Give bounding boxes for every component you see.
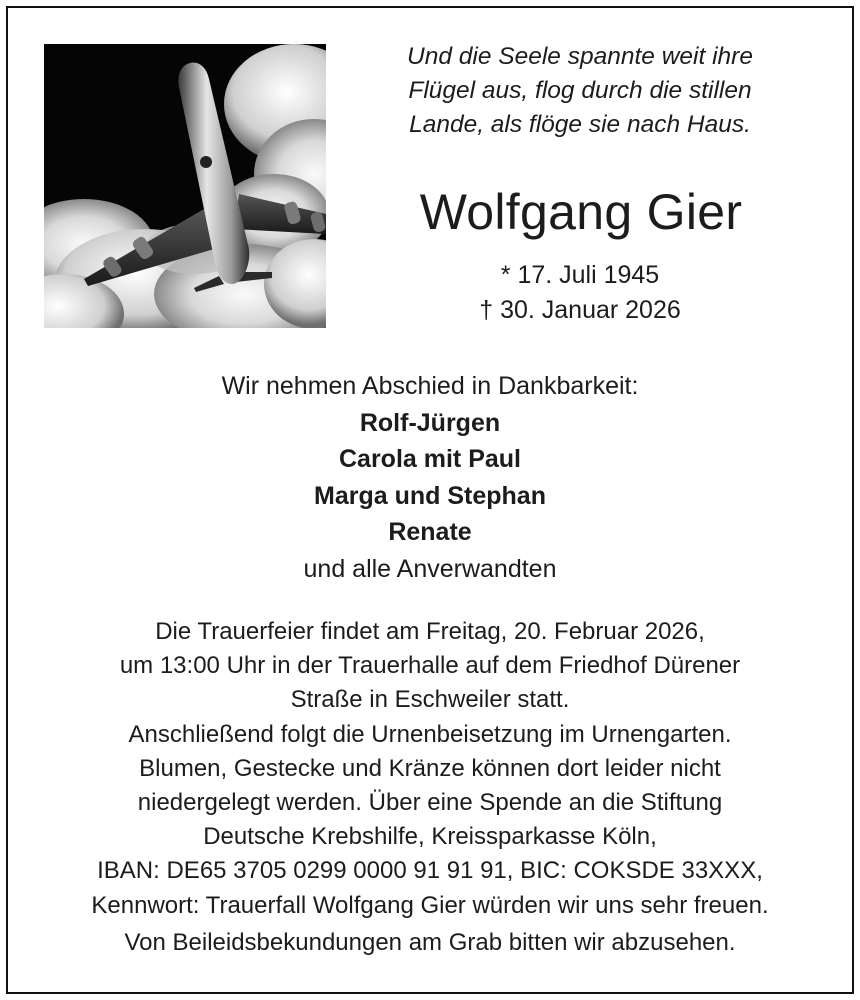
poem-line: Flügel aus, flog durch die stillen (408, 77, 752, 104)
deceased-name: Wolfgang Gier (419, 184, 743, 240)
family-section (0, 368, 860, 588)
poem (370, 40, 790, 142)
info-line: um 13:00 Uhr in der Trauerhalle auf dem Friedhof Dürener (119, 652, 741, 680)
airplane-photo (44, 44, 326, 328)
family-member: Carola mit Paul (339, 445, 521, 474)
info-line: Kennwort: Trauerfall Wolfgang Gier würden wir uns sehr freuen. (91, 891, 769, 919)
family-member: Renate (388, 518, 472, 547)
info-line: IBAN: DE65 3705 0299 0000 91 91 91, BIC: COKSDE 33XXX, (97, 857, 763, 885)
life-dates (390, 258, 770, 328)
poem-line: Lande, als flöge sie nach Haus. (409, 111, 751, 138)
funeral-info (0, 615, 860, 923)
family-others: und alle Anverwandten (303, 554, 557, 583)
info-line: Deutsche Krebshilfe, Kreissparkasse Köln, (203, 823, 657, 851)
family-member: Rolf-Jürgen (359, 408, 501, 437)
info-line: Anschließend folgt die Urnenbeisetzung im Urnengarten. (128, 720, 732, 748)
closing-note: Von Beileidsbekundungen am Grab bitten wir abzusehen. (124, 929, 736, 956)
family-intro: Wir nehmen Abschied in Dankbarkeit: (221, 372, 639, 400)
poem-line: Und die Seele spannte weit ihre (407, 43, 753, 70)
family-member: Marga und Stephan (314, 481, 546, 510)
info-line: niedergelegt werden. Über eine Spende an die Stiftung (137, 789, 723, 817)
birth-date: * 17. Juli 1945 (500, 261, 660, 289)
info-line: Die Trauerfeier findet am Freitag, 20. Februar 2026, (155, 618, 705, 645)
info-line: Straße in Eschweiler statt. (290, 686, 570, 714)
info-line: Blumen, Gestecke und Kränze können dort leider nicht (139, 754, 721, 782)
death-date: † 30. Januar 2026 (479, 296, 681, 324)
